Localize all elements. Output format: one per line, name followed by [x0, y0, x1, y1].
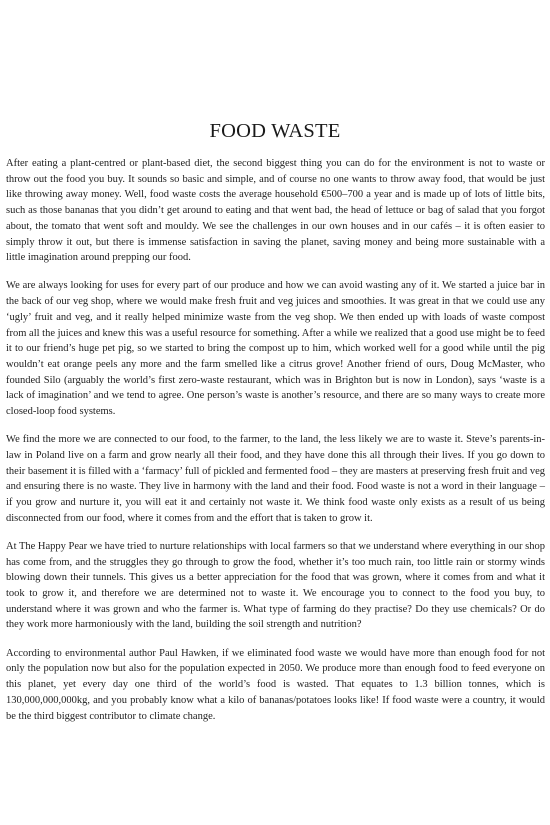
paragraph: At The Happy Pear we have tried to nurture relationships with local farmers so that we understand where everything in our shop has come from, and the struggles they go through to grow the food, whether it’s too much rain, too little rain or stormy winds blowing down their tunnels. This gives us a better appreciation for the food that was grown, where it comes from and what it took to grow it, and therefore we are determined not to waste it. We encourage you to connect to the food you buy, to understand where it was grown and who the farmer is. What type of farming do they practise? Do they use chemicals? Or do they work more harmoniously with the land, building the soil strength and nutrition?: [6, 540, 545, 631]
body-text: [6, 156, 545, 737]
paragraph: We find the more we are connected to our food, to the farmer, to the land, the less likely we are to waste it. Steve’s parents-in-law in Poland live on a farm and grow nearly all their food, and they have done this all through their lives. If you go down to their basement it is filled with a ‘farmacy’ full of pickled and fermented food – they are masters at preserving fresh fruit and veg and ensuring there is no waste. They live in harmony with the land and their food. Food waste is not a word in their language – if you grow and nurture it, you will eat it and certainly not waste it. We think food waste only exists as a result of us being disconnected from our food, where it comes from and the effort that is taken to grow it.: [6, 434, 545, 524]
paragraph: After eating a plant-centred or plant-based diet, the second biggest thing you can do for the environment is not to waste or throw out the food you buy. It sounds so basic and simple, and of course no one wants to throw away food, that would be just like throwing away money. Well, food waste costs the average household €500–700 a year and is made up of lots of little bits, such as those bananas that you didn’t get around to eating and that went bad, the head of lettuce or bag of salad that you forgot about, the tomato that went soft and mouldy. We see the challenges in our own houses and in our cafés – it is often easier to simply throw it out, but there is immense satisfaction in saving the planet, saving money and being more sustainable with a little imagination around prepping our food.: [6, 158, 545, 264]
paragraph: We are always looking for uses for every part of our produce and how we can avoid wasting any of it. We started a juice bar in the back of our veg shop, where we would make fresh fruit and veg juices and smoothies. It was great in that we could use any ‘ugly’ fruit and veg, and it really helped minimize waste from the veg shop. We then ended up with loads of waste compost from all the juices and knew this was a useful resource for something. After a while we realized that a good use might be to feed it to our friend’s huge pet pig, so we started to bring the compost up to him, which worked well for a good while until the pig wouldn’t eat orange peels any more and the farm smelled like a citrus grove! Another friend of ours, Doug McMaster, who founded Silo (arguably the world’s first zero-waste restaurant, which was in Brighton but is now in London), says ‘waste is a lack of imagination’ and we tend to agree. One person’s waste is another’s resource, and there are so many ways to create more closed-loop food systems.: [6, 280, 545, 418]
page-title: FOOD WASTE: [209, 120, 341, 142]
paragraph: According to environmental author Paul Hawken, if we eliminated food waste we would have more than enough food for not only the population now but also for the population expected in 2050. We produce more than enough food to feed everyone on this planet, yet every day one third of the world’s food is wasted. That equates to 1.3 billion tonnes, which is 130,000,000,000kg, and you probably know what a kilo of bananas/potatoes looks like! If food waste were a country, it would be the third biggest contributor to climate change.: [6, 647, 545, 722]
